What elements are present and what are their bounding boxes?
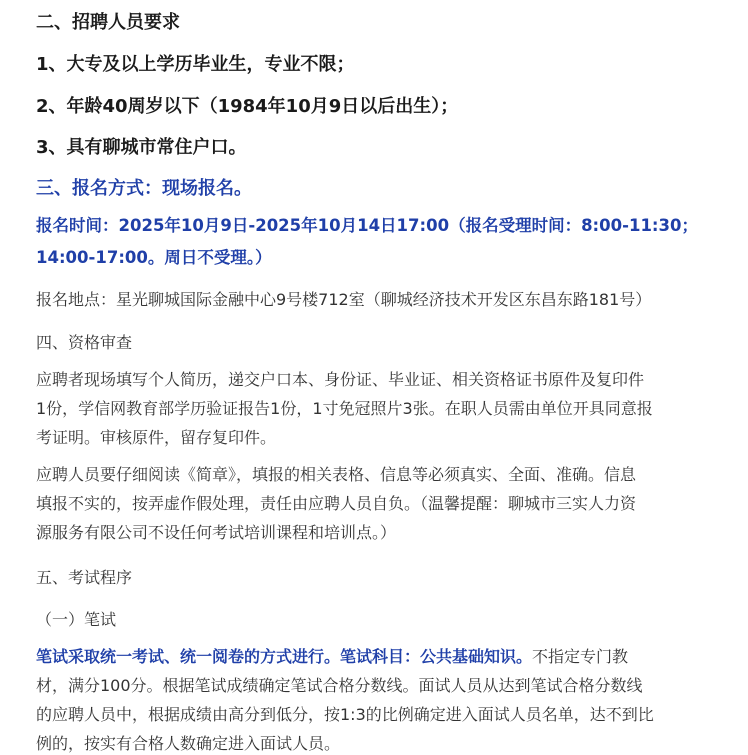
paragraph-line: 应聘者现场填写个人简历，递交户口本、身份证、毕业证、相关资格证书原件及复印件 [36,370,645,389]
subsection-heading-written-exam: （一）笔试 [36,610,117,629]
requirement-item: 1、大专及以上学历毕业生，专业不限； [36,54,355,75]
emphasis-text: 笔试采取统一考试、统一阅卷的方式进行。笔试科目：公共基础知识。 [36,647,533,666]
registration-location: 报名地点：星光聊城国际金融中心9号楼712室（聊城经济技术开发区东昌东路181号） [36,290,652,309]
paragraph-line [36,644,628,667]
paragraph-line: 1份，学信网教育部学历验证报告1份，1寸免冠照片3张。在职人员需由单位开具同意报 [36,399,653,418]
paragraph-line: 源服务有限公司不设任何考试培训课程和培训点。） [36,523,397,542]
paragraph-line: 考证明。审核原件，留存复印件。 [36,428,277,447]
plain-text: 不指定专门教 [532,647,629,666]
requirement-item: 3、具有聊城市常住户口。 [36,137,247,158]
paragraph-line: 材，满分100分。根据笔试成绩确定笔试合格分数线。面试人员从达到笔试合格分数线 [36,676,643,695]
paragraph-line: 填报不实的，按弄虚作假处理，责任由应聘人员自负。（温馨提醒：聊城市三实人力资 [36,494,637,513]
section-heading-registration: 三、报名方式：现场报名。 [36,178,252,199]
section-heading-exam: 五、考试程序 [36,568,133,587]
section-heading-requirements: 二、招聘人员要求 [36,12,180,33]
registration-time-line: 报名时间：2025年10月9日-2025年10月14日17:00（报名受理时间：8:00-11:30； [36,216,698,235]
registration-time-line: 14:00-17:00。周日不受理。） [36,248,272,267]
paragraph-line: 应聘人员要仔细阅读《简章》，填报的相关表格、信息等必须真实、全面、准确。信息 [36,465,637,484]
paragraph-line: 的应聘人员中，根据成绩由高分到低分，按1:3的比例确定进入面试人员名单，达不到比 [36,705,654,724]
requirement-item: 2、年龄40周岁以下（1984年10月9日以后出生）； [36,96,459,117]
paragraph-line: 例的，按实有合格人数确定进入面试人员。 [36,734,341,753]
section-heading-qualification: 四、资格审查 [36,333,133,352]
